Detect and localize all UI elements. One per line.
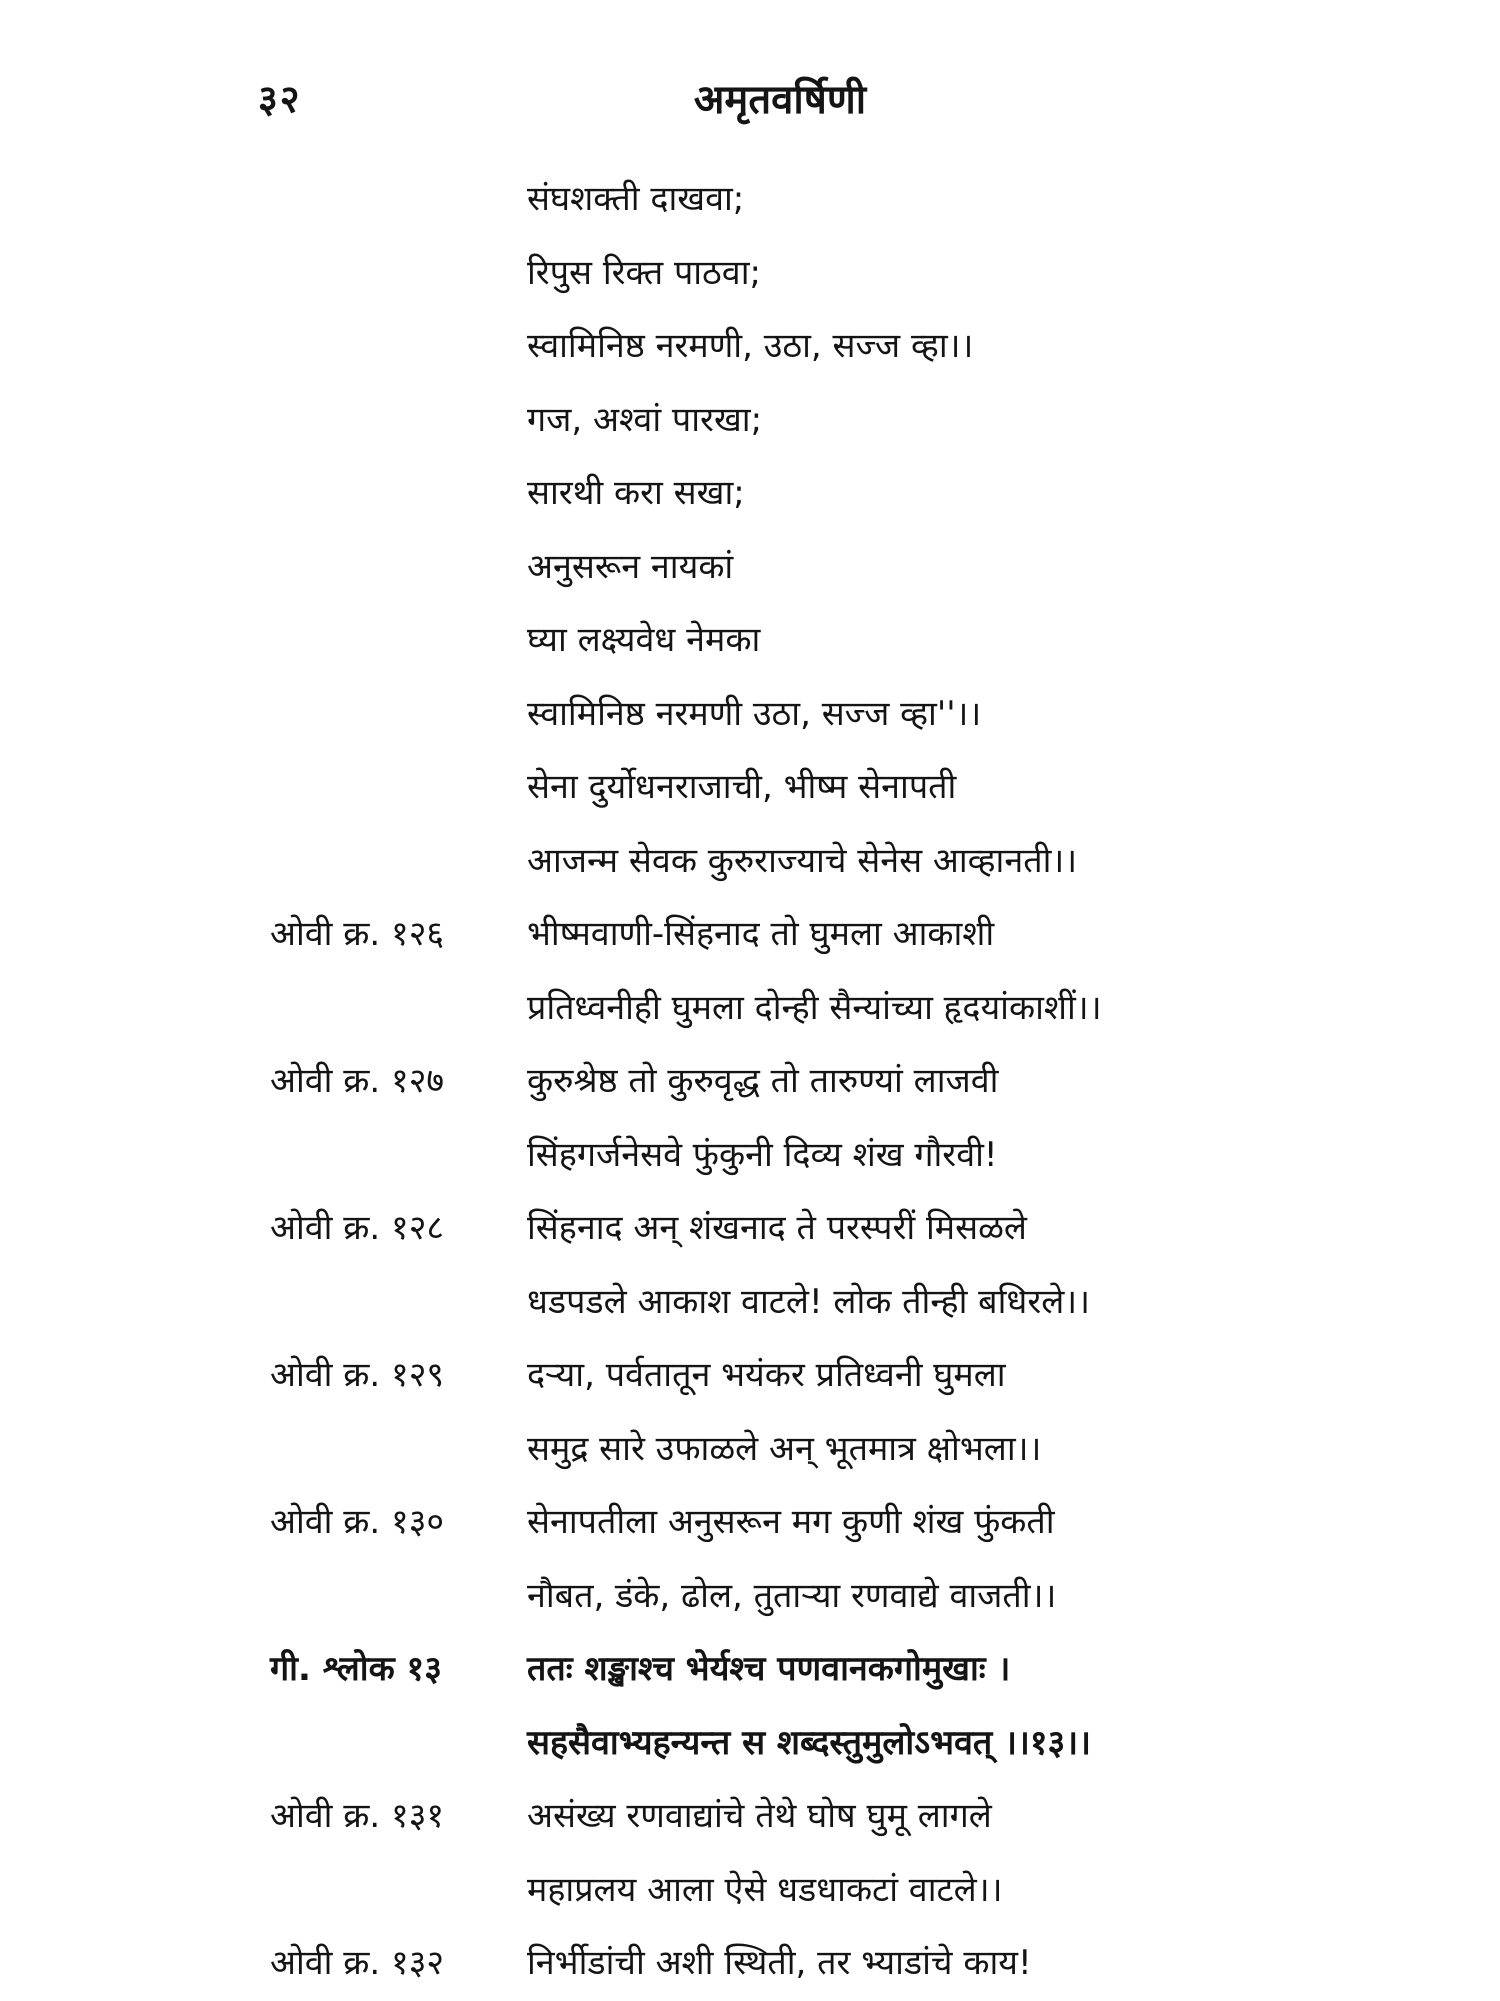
- verse-line: [0, 384, 1500, 458]
- verse-text: भीष्मवाणी-सिंहनाद तो घुमला आकाशी: [527, 914, 995, 954]
- verse-line: [0, 825, 1500, 899]
- verse-line: [0, 972, 1500, 1046]
- verse-line: [0, 457, 1500, 531]
- ovi-number-label: ओवी क्र. १३२: [270, 1943, 445, 1983]
- verse-line: [0, 1339, 1500, 1413]
- verse-text: असंख्य रणवाद्यांचे तेथे घोष घुमू लागले: [527, 1796, 992, 1836]
- verse-line: [0, 1119, 1500, 1193]
- verse-line: [0, 898, 1500, 972]
- ovi-number-label: गी. श्लोक १३: [270, 1649, 442, 1689]
- verse-text: रिपुस रिक्त पाठवा;: [527, 252, 761, 293]
- verse-line: [0, 310, 1500, 384]
- ovi-number-label: ओवी क्र. १२९: [270, 1355, 445, 1395]
- verse-text: आजन्म सेवक कुरुराज्याचे सेनेस आव्हानती।।: [527, 840, 1078, 881]
- verse-line: [0, 237, 1500, 311]
- verse-text: निर्भीडांची अशी स्थिती, तर भ्याडांचे काय!: [527, 1943, 1032, 1983]
- verse-block: [0, 163, 1500, 2001]
- verse-text: सिंहगर्जनेसवे फुंकुनी दिव्य शंख गौरवी!: [527, 1134, 998, 1175]
- verse-text: स्वामिनिष्ठ नरमणी उठा, सज्ज व्हा''।।: [527, 693, 982, 734]
- verse-line: [0, 163, 1500, 237]
- verse-text: संघशक्ती दाखवा;: [527, 179, 745, 219]
- verse-line: [0, 1045, 1500, 1119]
- verse-text: सेनापतीला अनुसरून मग कुणी शंख फुंकती: [527, 1502, 1055, 1542]
- verse-text: गज, अश्वां पारखा;: [527, 399, 763, 440]
- verse-line: [0, 604, 1500, 678]
- ovi-number-label: ओवी क्र. १२७: [270, 1061, 445, 1101]
- verse-text: घ्या लक्ष्यवेध नेमका: [527, 620, 761, 660]
- verse-line: [0, 1560, 1500, 1634]
- verse-line: [0, 1413, 1500, 1487]
- shloka-line: [0, 1633, 1500, 1707]
- page-number: ३२: [258, 77, 302, 121]
- verse-line: [0, 1486, 1500, 1560]
- verse-text: सिंहनाद अन् शंखनाद ते परस्परीं मिसळले: [527, 1208, 1027, 1248]
- verse-line: [0, 1927, 1500, 2001]
- verse-text: सारथी करा सखा;: [527, 473, 745, 513]
- ovi-number-label: ओवी क्र. १३०: [270, 1502, 445, 1542]
- verse-line: [0, 1780, 1500, 1854]
- verse-text: प्रतिध्वनीही घुमला दोन्ही सैन्यांच्या हृदयांकाशीं।।: [527, 987, 1102, 1028]
- verse-line: [0, 1266, 1500, 1340]
- verse-text: दऱ्या, पर्वतातून भयंकर प्रतिध्वनी घुमला: [527, 1355, 1006, 1395]
- verse-text: महाप्रलय आला ऐसे धडधाकटां वाटले।।: [527, 1869, 1003, 1910]
- verse-line: [0, 1854, 1500, 1928]
- verse-text: धडपडले आकाश वाटले! लोक तीन्ही बधिरले।।: [527, 1281, 1091, 1322]
- verse-text: अनुसरून नायकां: [527, 546, 734, 587]
- verse-line: [0, 1192, 1500, 1266]
- shloka-line: [0, 1707, 1500, 1781]
- verse-text: सेना दुर्योधनराजाची, भीष्म सेनापती: [527, 767, 957, 807]
- verse-line: [0, 751, 1500, 825]
- verse-text: ततः शङ्खाश्च भेर्यश्च पणवानकगोमुखाः ।: [527, 1649, 1011, 1689]
- verse-text: कुरुश्रेष्ठ तो कुरुवृद्ध तो तारुण्यां लाजवी: [527, 1061, 999, 1101]
- verse-text: नौबत, डंके, ढोल, तुताऱ्या रणवाद्ये वाजती।।: [527, 1575, 1057, 1616]
- ovi-number-label: ओवी क्र. १३१: [270, 1796, 445, 1836]
- ovi-number-label: ओवी क्र. १२८: [270, 1208, 445, 1248]
- ovi-number-label: ओवी क्र. १२६: [270, 914, 445, 954]
- verse-line: [0, 531, 1500, 605]
- book-title: अमृतवर्षिणी: [693, 77, 867, 123]
- verse-text: समुद्र सारे उफाळले अन् भूतमात्र क्षोभला।।: [527, 1428, 1042, 1469]
- verse-text: स्वामिनिष्ठ नरमणी, उठा, सज्ज व्हा।।: [527, 326, 974, 366]
- verse-line: [0, 678, 1500, 752]
- verse-text: सहसैवाभ्यहन्यन्त स शब्दस्तुमुलोऽभवत् ।।१३।।: [527, 1722, 1092, 1763]
